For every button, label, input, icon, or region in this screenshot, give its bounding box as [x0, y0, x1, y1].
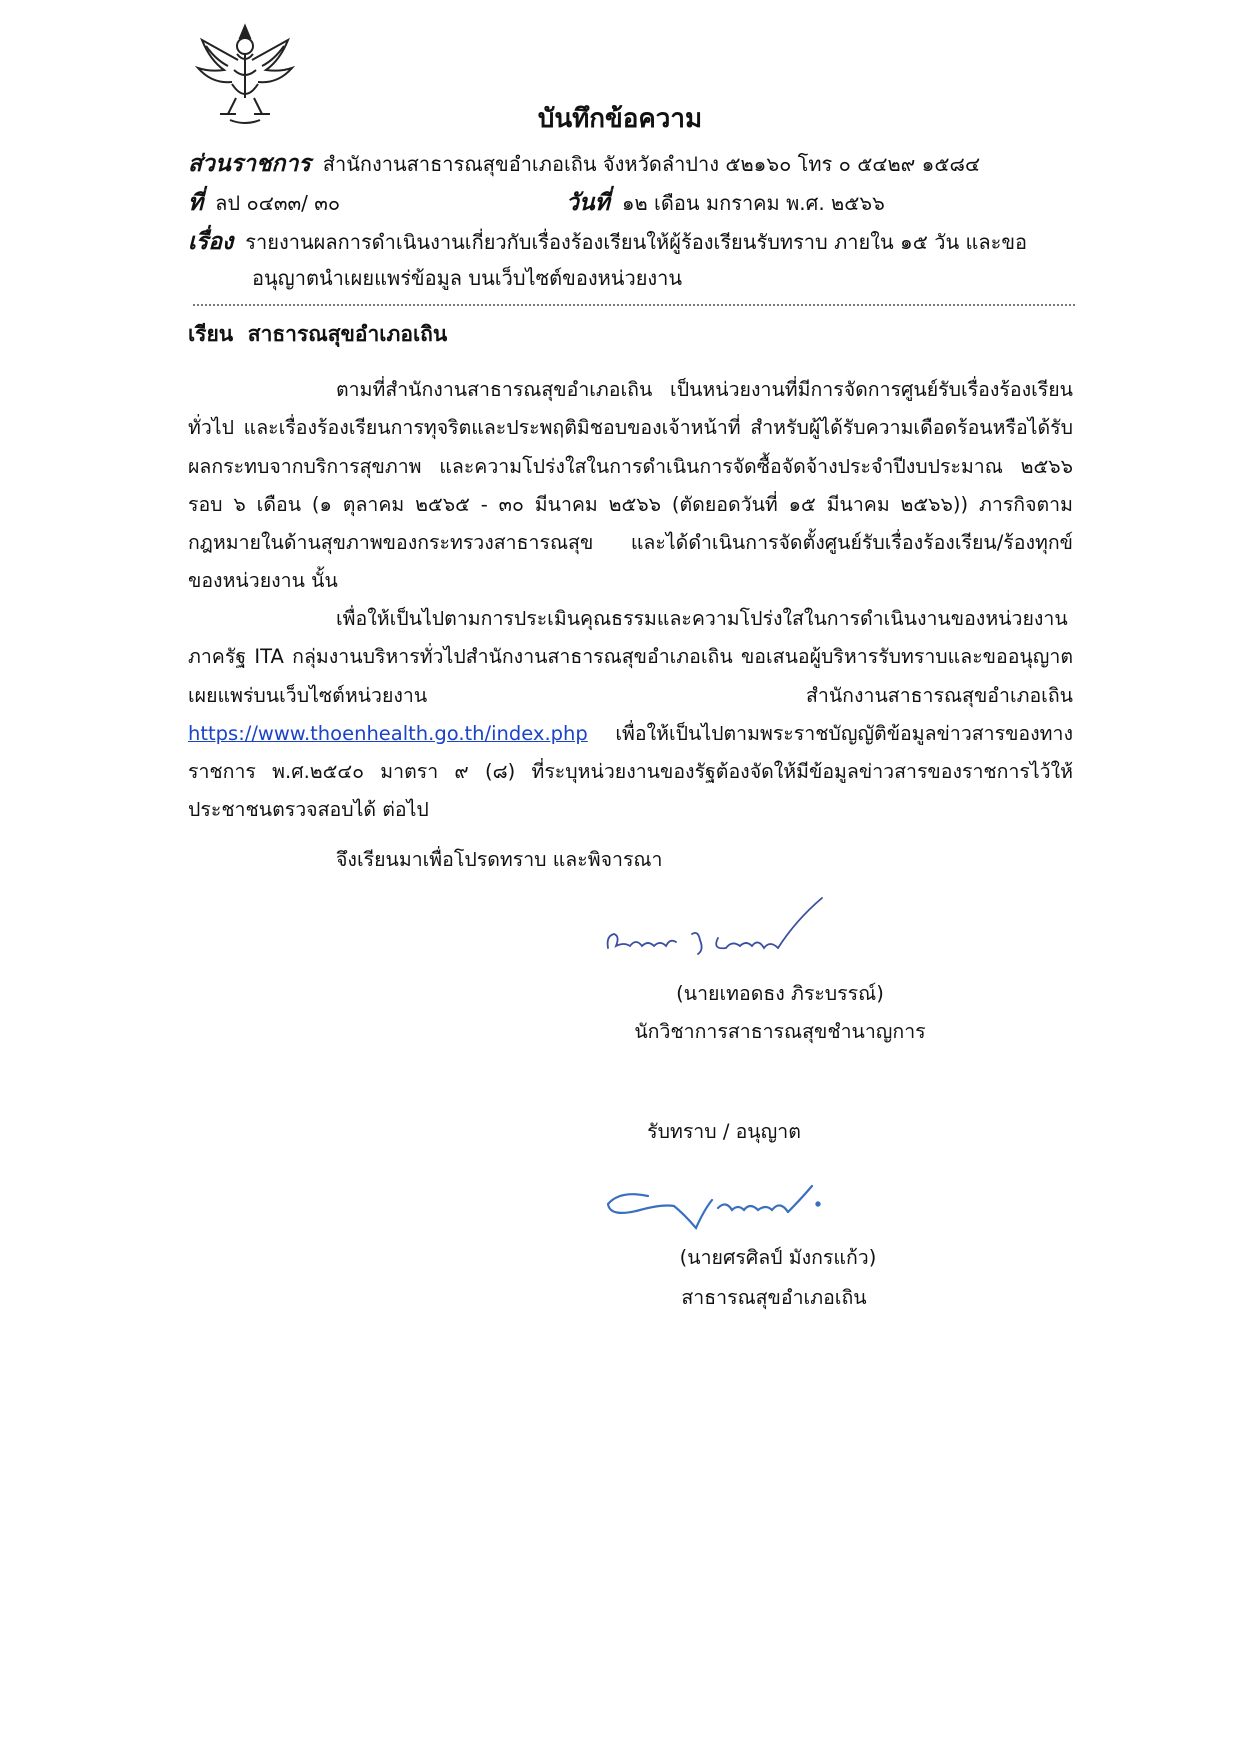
body-paragraph-1: ตามที่สำนักงานสาธารณสุขอำเภอเถิน เป็นหน่วยงานที่มีการจัดการศูนย์รับเรื่องร้องเรียนทั่วไป และเรื่องร้องเรียนการทุจริตและประพฤติมิชอบของเจ้าหน้าที่ สำหรับผู้ได้รับความเดือดร้อนหรือได้รับผลกระทบจากบริการสุขภาพ และความโปร่งใสในการดำเนินการจัดซื้อจัดจ้างประจำปีงบประมาณ ๒๕๖๖ รอบ ๖ เดือน (๑ ตุลาคม ๒๕๖๕ - ๓๐ มีนาคม ๒๕๖๖ (ตัดยอดวันที่ ๑๕ มีนาคม ๒๕๖๖)) ภารกิจตามกฎหมายในด้านสุขภาพของกระทรวงสาธารณสุข และได้ดำเนินการจัดตั้งศูนย์รับเรื่องร้องเรียน/ร้องทุกข์ ของหน่วยงาน นั้น — [188, 378, 1073, 593]
signer-2-position: สาธารณสุขอำเภอเถิน — [681, 1286, 867, 1309]
doc-number-label: ที่ — [188, 190, 204, 216]
approval-text: รับทราบ / อนุญาต — [647, 1120, 801, 1143]
dotted-divider — [193, 304, 1075, 306]
date-label: วันที่ — [566, 190, 610, 216]
gov-label: ส่วนราชการ — [188, 151, 311, 177]
subject-line-2: อนุญาตนำเผยแพร่ข้อมูล บนเว็บไซต์ของหน่วยงาน — [252, 266, 683, 290]
signer-1-name: (นายเทอดธง ภิระบรรณ์) — [676, 982, 884, 1005]
memo-title: บันทึกข้อความ — [537, 104, 703, 134]
signer-2-name: (นายศรศิลป์ มังกรแก้ว) — [679, 1246, 877, 1269]
subject-label: เรื่อง — [188, 229, 234, 255]
website-link[interactable]: https://www.thoenhealth.go.th/index.php — [188, 721, 588, 745]
body-paragraph-2-start: เพื่อให้เป็นไปตามการประเมินคุณธรรมและความโปร่งใสในการดำเนินงานของหน่วยงานภาครัฐ ITA กลุ่มงานบริหารทั่วไปสำนักงานสาธารณสุขอำเภอเถิน ขอเสนอผู้บริหารรับทราบและขออนุญาตเผยแพร่บนเว็บไซต์หน่วยงาน สำนักงานสาธารณสุขอำเภอเถิน — [188, 607, 1073, 707]
body-paragraph-2-end: เพื่อให้เป็นไปตามพระราชบัญญัติข้อมูลข่าวสารของทางราชการ พ.ศ.๒๕๔๐ มาตรา ๙ (๘) ที่ระบุหน่วยงานของรัฐต้องจัดให้มีข้อมูลข่าวสารของราชการไว้ให้ประชาชนตรวจสอบได้ ต่อไป — [188, 721, 1073, 822]
handwritten-signature-2 — [600, 1170, 830, 1240]
subject-line-1: รายงานผลการดำเนินงานเกี่ยวกับเรื่องร้องเรียนให้ผู้ร้องเรียนรับทราบ ภายใน ๑๕ วัน และขอ — [245, 230, 1028, 254]
gov-value: สำนักงานสาธารณสุขอำเภอเถิน จังหวัดลำปาง ๕๒๑๖๐ โทร ๐ ๕๔๒๙ ๑๕๘๔ — [322, 152, 981, 176]
subject-row — [188, 224, 1027, 260]
recipient-row — [188, 318, 447, 351]
doc-number-row — [188, 185, 340, 221]
recipient-value: สาธารณสุขอำเภอเถิน — [247, 322, 448, 346]
signer-1-position: นักวิชาการสาธารณสุขชำนาญการ — [634, 1020, 926, 1043]
closing-line: จึงเรียนมาเพื่อโปรดทราบ และพิจารณา — [336, 848, 663, 871]
doc-number-value: ลป ๐๔๓๓/ ๓๐ — [215, 191, 341, 215]
handwritten-signature-1 — [600, 890, 830, 980]
date-value: ๑๒ เดือน มกราคม พ.ศ. ๒๕๖๖ — [621, 191, 885, 215]
recipient-label: เรียน — [188, 322, 234, 346]
body-paragraph-2 — [188, 600, 1073, 830]
date-row — [566, 185, 885, 221]
gov-row — [188, 146, 980, 182]
